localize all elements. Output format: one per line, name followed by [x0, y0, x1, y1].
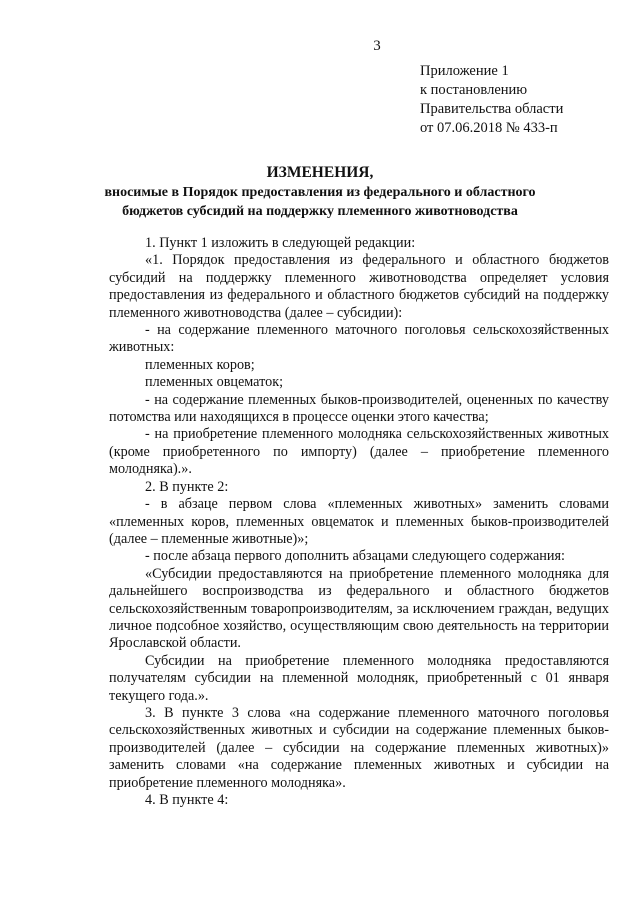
document-subtitle-line: бюджетов субсидий на поддержку племенного животноводства	[122, 204, 518, 219]
appendix-block	[420, 62, 563, 138]
document-body	[109, 235, 609, 809]
document-title: ИЗМЕНЕНИЯ,	[266, 164, 374, 181]
paragraph: племенных коров;	[145, 356, 255, 373]
paragraph: - на содержание племенных быков-производителей, оцененных по качеству потомства или находящихся в процессе оценки этого качества;	[109, 391, 609, 426]
paragraph: 1. Пункт 1 изложить в следующей редакции:	[145, 235, 416, 251]
document-heading	[100, 163, 540, 221]
paragraph: - в абзаце первом слова «племенных животных» заменить словами «племенных коров, племенных овцематок и племенных быков-производителей (далее – племенные животные)»;	[109, 496, 609, 547]
paragraph: - на приобретение племенного молодняка сельскохозяйственных животных (кроме приобретенного по импорту) (далее – приобретение племенного молодняка).».	[109, 426, 609, 478]
appendix-line: к постановлению	[420, 82, 528, 98]
paragraph: 4. В пункте 4:	[145, 792, 229, 808]
paragraph: - на содержание племенного маточного поголовья сельскохозяйственных животных:	[109, 322, 609, 356]
paragraph: племенных овцематок;	[145, 374, 284, 391]
paragraph: «1. Порядок предоставления из федерального и областного бюджетов субсидий на поддержку племенного животноводства определяет условия предоставления из федерального и областного бюджетов субсидий на поддержку племенного животноводства (далее – субсидии):	[109, 252, 609, 321]
paragraph: 3. В пункте 3 слова «на содержание племенного маточного поголовья сельскохозяйственных животных и субсидии на содержание племенных быков-производителей (далее – субсидии на содержание племенных животных)» заменить словами «на содержание племенных животных и субсидии на приобретение племенного молодняка».	[109, 704, 609, 791]
appendix-line: от 07.06.2018 № 433-п	[420, 120, 558, 136]
paragraph: 2. В пункте 2:	[145, 478, 229, 495]
page-number: 3	[373, 38, 381, 54]
appendix-line: Правительства области	[420, 101, 564, 117]
paragraph: «Субсидии предоставляются на приобретение племенного молодняка для дальнейшего воспроизводства из федерального и областного бюджетов сельскохозяйственным товаропроизводителям, за исключением граждан, ведущих личное подсобное хозяйство, осуществляющим свою деятельность на территории Ярославской области.	[109, 565, 609, 652]
appendix-line: Приложение 1	[420, 63, 509, 79]
document-subtitle-line: вносимые в Порядок предоставления из федерального и областного	[104, 185, 536, 200]
paragraph: - после абзаца первого дополнить абзацами следующего содержания:	[145, 548, 565, 565]
paragraph: Субсидии на приобретение племенного молодняка предоставляются получателям субсидии на племенной молодняк, приобретенный с 01 января текущего года.».	[109, 652, 609, 704]
